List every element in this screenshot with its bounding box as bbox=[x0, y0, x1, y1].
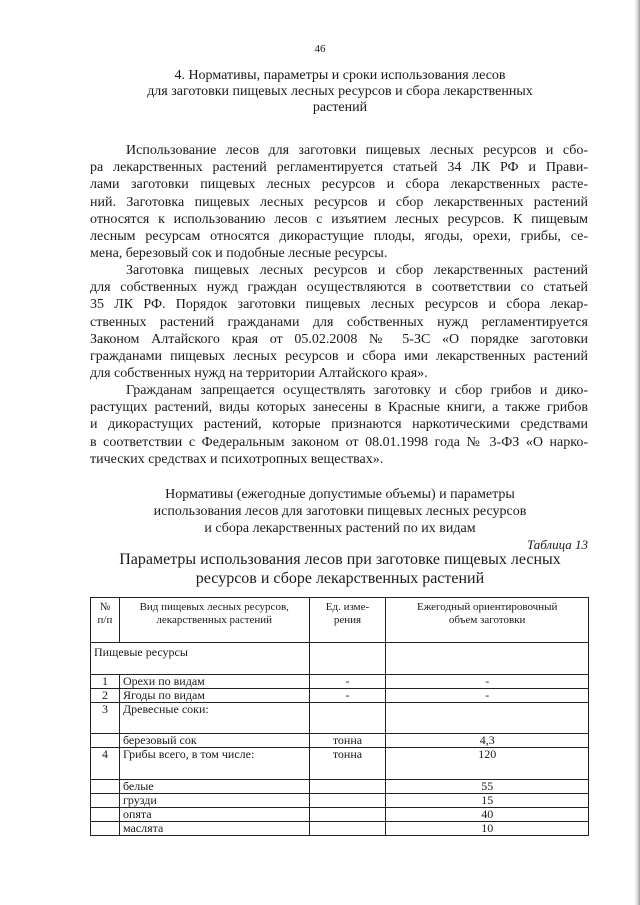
paragraph-line: 35 ЛК РФ. Порядок заготовки пищевых лесных ресурсов и сбора лекар- bbox=[90, 297, 588, 313]
row-volume bbox=[386, 703, 589, 734]
header-unit-line: рения bbox=[333, 614, 362, 626]
row-num bbox=[91, 734, 120, 748]
row-unit: - bbox=[309, 675, 386, 689]
paragraph-line: гражданами пищевых лесных ресурсов и сбора ими лекарственных растений bbox=[90, 349, 588, 365]
row-kind: маслята bbox=[119, 822, 309, 836]
scan-edge-shadow bbox=[634, 0, 640, 905]
row-num: 2 bbox=[91, 689, 120, 703]
paragraph-line: относятся к использованию лесов с изъятием лесных ресурсов. К пищевым bbox=[90, 211, 588, 227]
row-unit: - bbox=[309, 689, 386, 703]
row-unit: тонна bbox=[309, 748, 386, 780]
paragraph-line: Законом Алтайского края от 05.02.2008 № 5-ЗС «О порядке заготовки bbox=[90, 331, 588, 347]
row-unit bbox=[309, 780, 386, 794]
row-volume: - bbox=[386, 675, 589, 689]
header-kind-line: лекарственных растений bbox=[156, 614, 273, 626]
header-kind-line: Вид пищевых лесных ресурсов, bbox=[139, 601, 289, 613]
paragraph-2 bbox=[90, 262, 588, 382]
header-kind bbox=[119, 598, 309, 643]
header-unit bbox=[309, 598, 386, 643]
table-row bbox=[91, 703, 589, 734]
row-kind: белые bbox=[119, 780, 309, 794]
paragraph-line: для собственных нужд на территории Алтайского края». bbox=[90, 366, 428, 382]
row-num bbox=[91, 794, 120, 808]
norms-heading bbox=[90, 486, 590, 537]
table-row bbox=[91, 689, 589, 703]
paragraph-line: Использование лесов для заготовки пищевых лесных ресурсов и сбо- bbox=[126, 143, 588, 158]
norms-heading-line: и сбора лекарственных растений по их видам bbox=[204, 521, 476, 536]
row-kind: грузди bbox=[119, 794, 309, 808]
row-unit: тонна bbox=[309, 734, 386, 748]
row-num bbox=[91, 808, 120, 822]
row-num: 4 bbox=[91, 748, 120, 780]
paragraph-line: Гражданам запрещается осуществлять заготовку и сбор грибов и дико- bbox=[126, 383, 588, 398]
paragraph-line: ра лекарственных растений регламентируется статьей 34 ЛК РФ и Прави- bbox=[90, 160, 588, 176]
header-num bbox=[91, 598, 120, 643]
paragraph-line: мена, березовый сок и подобные лесные ресурсы. bbox=[90, 246, 388, 262]
row-volume: 40 bbox=[386, 808, 589, 822]
header-volume-line: объем заготовки bbox=[448, 614, 526, 626]
page-number: 46 bbox=[314, 43, 326, 55]
row-num: 3 bbox=[91, 703, 120, 734]
section-heading-line: растений bbox=[312, 100, 368, 115]
row-kind: Орехи по видам bbox=[119, 675, 309, 689]
row-num bbox=[91, 822, 120, 836]
table-row bbox=[91, 734, 589, 748]
row-kind: березовый сок bbox=[119, 734, 309, 748]
section-heading-line: 4. Нормативы, параметры и сроки использования лесов bbox=[174, 68, 506, 83]
table-row bbox=[91, 780, 589, 794]
header-volume-line: Ежегодный ориентировочный bbox=[417, 601, 558, 613]
row-volume: 10 bbox=[386, 822, 589, 836]
table-row bbox=[91, 748, 589, 780]
table-cell bbox=[386, 643, 589, 675]
table-header-row bbox=[91, 598, 589, 643]
resources-table bbox=[90, 597, 589, 836]
row-kind: Грибы всего, в том числе: bbox=[119, 748, 309, 780]
row-unit bbox=[309, 808, 386, 822]
row-volume: 15 bbox=[386, 794, 589, 808]
row-kind: Ягоды по видам bbox=[119, 689, 309, 703]
table-title-line: Параметры использования лесов при заготовке пищевых лесных bbox=[119, 551, 561, 568]
row-num: 1 bbox=[91, 675, 120, 689]
row-volume: 4,3 bbox=[386, 734, 589, 748]
paragraph-line: Заготовка пищевых лесных ресурсов и сбор лекарственных растений bbox=[126, 263, 588, 278]
table-title-line: ресурсов и сборе лекарственных растений bbox=[195, 570, 485, 587]
paragraph-line: лесным ресурсам относятся дикорастущие плоды, ягоды, орехи, грибы, се- bbox=[90, 229, 588, 245]
header-num-line: п/п bbox=[97, 614, 113, 626]
header-volume bbox=[386, 598, 589, 643]
paragraph-line: тических средствах и психотропных веществах». bbox=[90, 451, 384, 467]
table-row bbox=[91, 794, 589, 808]
row-volume: 55 bbox=[386, 780, 589, 794]
paragraph-line: для собственных нужд граждан осуществляются в соответствии со статьей bbox=[90, 280, 588, 296]
paragraph-line: растущих растений, виды которых занесены в Красные книги, а также грибов bbox=[90, 400, 588, 416]
row-kind: опята bbox=[119, 808, 309, 822]
header-unit-line: Ед. изме- bbox=[325, 601, 370, 613]
paragraph-line: лами заготовки пищевых лесных ресурсов и сбора лекарственных расте- bbox=[90, 177, 588, 193]
table-label: Таблица 13 bbox=[526, 537, 588, 552]
row-num bbox=[91, 780, 120, 794]
header-num-line: № bbox=[99, 601, 111, 613]
row-kind: Древесные соки: bbox=[119, 703, 309, 734]
paragraph-line: и дикорастущих растений, которые признаются наркотическими средствами bbox=[90, 417, 588, 433]
table-section-row bbox=[91, 643, 589, 675]
row-volume: 120 bbox=[386, 748, 589, 780]
section-heading bbox=[90, 68, 590, 116]
paragraph-3 bbox=[90, 382, 588, 468]
norms-heading-line: Нормативы (ежегодные допустимые объемы) и параметры bbox=[165, 487, 515, 502]
table-cell bbox=[309, 643, 386, 675]
row-unit bbox=[309, 794, 386, 808]
paragraph-1 bbox=[90, 142, 588, 262]
table-row bbox=[91, 822, 589, 836]
table-title bbox=[90, 550, 590, 588]
paragraph-line: ний. Заготовка пищевых лесных ресурсов и сбор лекарственных растений bbox=[90, 194, 588, 210]
section-cell: Пищевые ресурсы bbox=[91, 643, 310, 675]
paragraph-line: ственных растений гражданами для собственных нужд регламентируется bbox=[90, 314, 588, 330]
row-unit bbox=[309, 703, 386, 734]
section-heading-line: для заготовки пищевых лесных ресурсов и сбора лекарственных bbox=[147, 84, 533, 99]
paragraph-line: в соответствии с Федеральным законом от 08.01.1998 года № 3-ФЗ «О нарко- bbox=[90, 434, 588, 450]
row-unit bbox=[309, 822, 386, 836]
table-row bbox=[91, 675, 589, 689]
norms-heading-line: использования лесов для заготовки пищевых лесных ресурсов bbox=[153, 504, 527, 519]
table-row bbox=[91, 808, 589, 822]
row-volume: - bbox=[386, 689, 589, 703]
